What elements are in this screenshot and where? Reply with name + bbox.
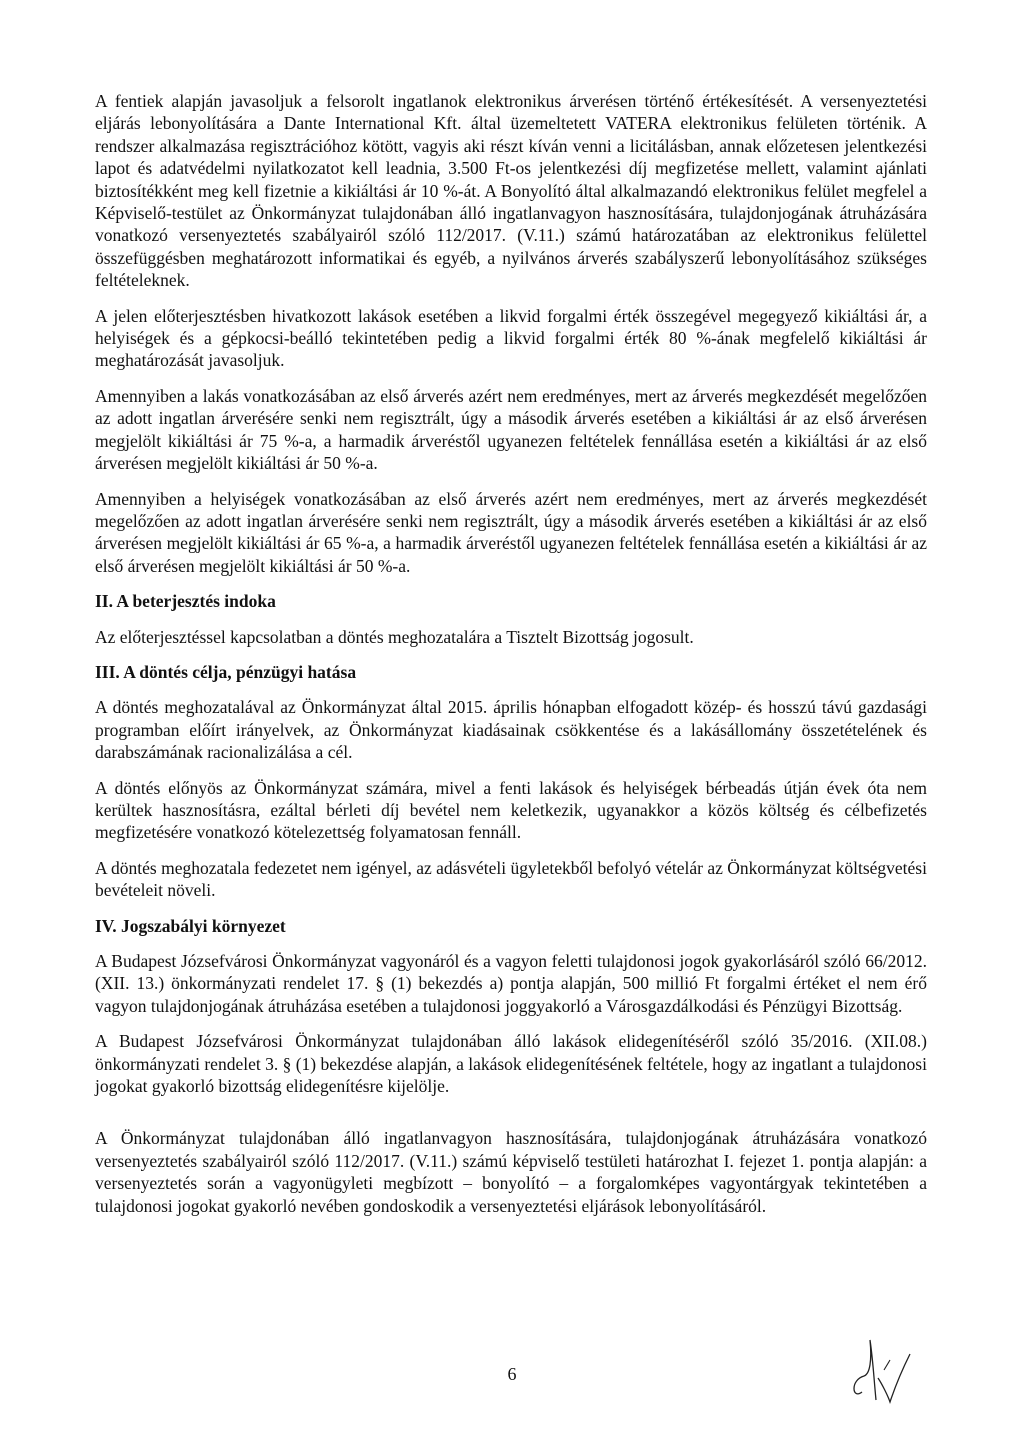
intro-paragraph-3: Amennyiben a lakás vonatkozásában az első árverés azért nem eredményes, mert az árverés megkezdését megelőzően az adott ingatlan árverésére senki nem regisztrált, úgy a második árverés esetében a kikiáltási ár az első árverésen megjelölt kikiáltási ár 75 %-a, a harmadik árveréstől ugyanezen feltételek fennállása esetén a kikiáltási ár az első árverésen megjelölt kikiáltási ár 50 %-a.	[95, 385, 927, 474]
intro-paragraph-4: Amennyiben a helyiségek vonatkozásában az első árverés azért nem eredményes, mert az árverés megkezdését megelőzően az adott ingatlan árverésére senki nem regisztrált, úgy a második árverés esetében a kikiáltási ár az első árverésen megjelölt kikiáltási ár 65 %-a, a harmadik árveréstől ugyanezen feltételek fennállása esetén a kikiáltási ár az első árverésen megjelölt kikiáltási ár 50 %-a.	[95, 488, 927, 576]
section-2-heading: II. A beterjesztés indoka	[95, 591, 276, 612]
signature-icon	[840, 1330, 920, 1410]
section-4-heading: IV. Jogszabályi környezet	[95, 915, 286, 936]
document-page	[95, 90, 927, 1230]
section-4-paragraph-2: A Budapest Józsefvárosi Önkormányzat tulajdonában álló lakások elidegenítéséről szóló 35/2016. (XII.08.) önkormányzati rendelet 3. § (1) bekezdése alapján, a lakások elidegenítésének feltétele, hogy az ingatlant a tulajdonosi jogokat gyakorló bizottság elidegenítésre kijelölje.	[95, 1031, 927, 1097]
page-number: 6	[507, 1364, 517, 1384]
section-2-paragraph-1: Az előterjesztéssel kapcsolatban a döntés meghozatalára a Tisztelt Bizottság jogosult.	[95, 626, 694, 647]
section-3-paragraph-1: A döntés meghozatalával az Önkormányzat által 2015. április hónapban elfogadott közép- és hosszú távú gazdasági programban előírt irányelvek, az Önkormányzat kiadásainak csökkentése és a lakásállomány összetételének és darabszámának racionalizálása a cél.	[95, 697, 927, 763]
section-3-heading: III. A döntés célja, pénzügyi hatása	[95, 661, 357, 682]
intro-paragraph-1: A fentiek alapján javasoljuk a felsorolt ingatlanok elektronikus árverésen történő értékesítését. A versenyeztetési eljárás lebonyolítására a Dante International Kft. által üzemeltetett VATERA elektronikus felületen történik. A rendszer alkalmazása regisztrációhoz kötött, vagyis aki részt kíván venni a licitálásban, annak előzetesen jelentkezési lapot és adatvédelmi nyilatkozatot kell leadnia, 3.500 Ft-os jelentkezési díj megfizetése mellett, valamint ajánlati biztosítékként meg kell fizetnie a kikiáltási ár 10 %-át. A Bonyolító által alkalmazandó elektronikus felület megfelel a Képviselő-testület az Önkormányzat tulajdonában álló ingatlanvagyon hasznosítására, tulajdonjogának átruházására vonatkozó versenyeztetés szabályairól szóló 112/2017. (V.11.) számú határozatában az elektronikus felülettel összefüggésben meghatározott informatikai és egyéb, a nyilvános árverés szabályszerű lebonyolításához szükséges feltételeknek.	[95, 91, 927, 291]
section-4-paragraph-3: A Önkormányzat tulajdonában álló ingatlanvagyon hasznosítására, tulajdonjogának átruházására vonatkozó versenyeztetés szabályairól szóló 112/2017. (V.11.) számú képviselő testületi határozhat I. fejezet 1. pontja alapján: a versenyeztetés során a vagyonügyleti megbízott – bonyolító – a forgalomképes vagyontárgyak tekintetében a tulajdonosi jogokat gyakorló nevében gondoskodik a versenyeztetési eljárások lebonyolításáról.	[95, 1128, 927, 1216]
section-4-paragraph-1: A Budapest Józsefvárosi Önkormányzat vagyonáról és a vagyon feletti tulajdonosi jogok gyakorlásáról szóló 66/2012. (XII. 13.) önkormányzati rendelet 17. § (1) bekezdés a) pontja alapján, 500 millió Ft forgalmi értéket el nem érő vagyon tulajdonjogának átruházása esetében a tulajdonosi joggyakorló a Városgazdálkodási és Pénzügyi Bizottság.	[95, 951, 927, 1016]
intro-paragraph-2: A jelen előterjesztésben hivatkozott lakások esetében a likvid forgalmi érték összegével megegyező kikiáltási ár, a helyiségek és a gépkocsi-beálló tekintetében pedig a likvid forgalmi érték 80 %-ának megfelelő kikiáltási ár meghatározását javasoljuk.	[95, 305, 927, 371]
section-3-paragraph-2: A döntés előnyös az Önkormányzat számára, mivel a fenti lakások és helyiségek bérbeadás útján évek óta nem kerültek hasznosításra, ezáltal bérleti díj bevétel nem keletkezik, ugyanakkor a közös költség és célbefizetés megfizetésére vonatkozó kötelezettség folyamatosan fennáll.	[95, 777, 927, 843]
section-3-paragraph-3: A döntés meghozatala fedezetet nem igényel, az adásvételi ügyletekből befolyó vételár az Önkormányzat költségvetési bevételeit növeli.	[95, 857, 927, 901]
